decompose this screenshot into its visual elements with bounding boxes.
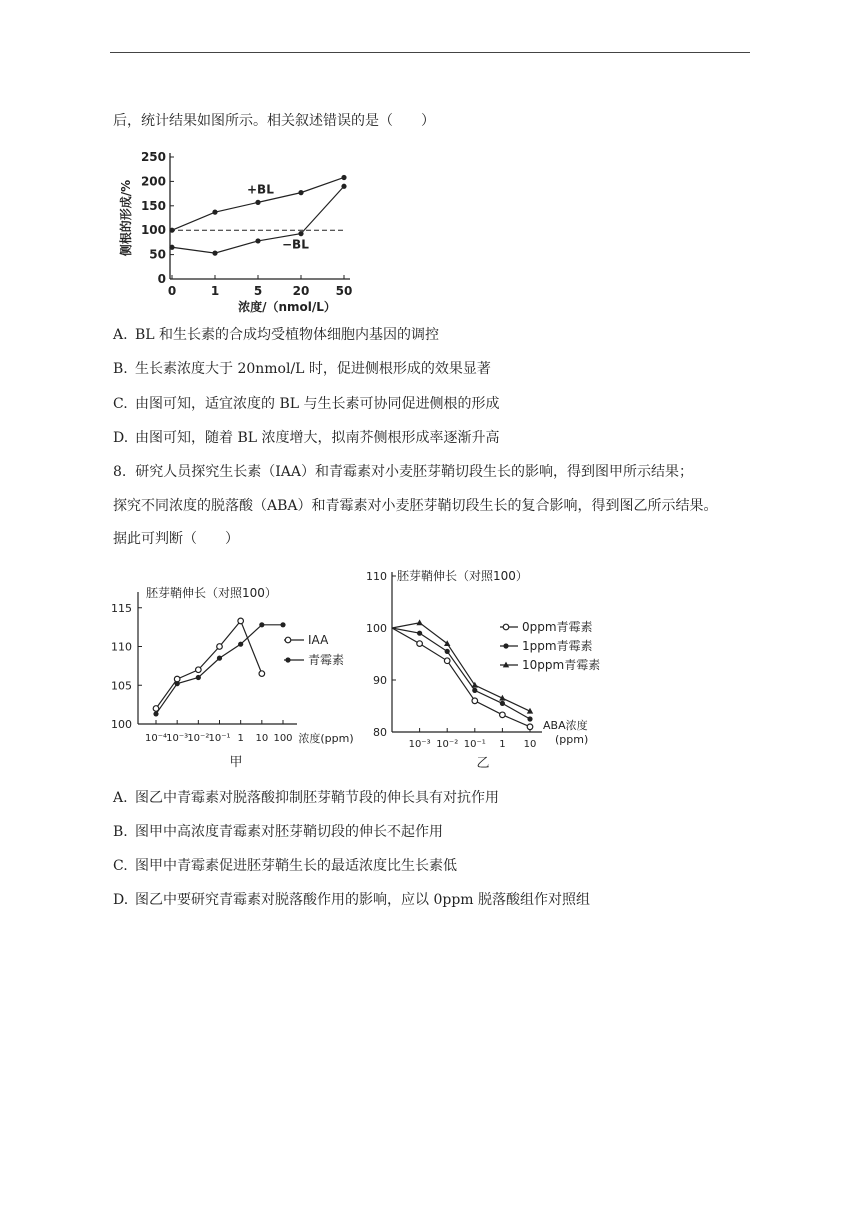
x-tick-label: 1	[499, 739, 506, 750]
q7-stem-tail: 后，统计结果如图所示。相关叙述错误的是（ ）	[113, 113, 435, 129]
option-text: 图甲中高浓度青霉素对胚芽鞘切段的伸长不起作用	[135, 824, 443, 840]
data-point	[417, 631, 422, 636]
series-label: −BL	[282, 237, 309, 252]
question-number: 8.	[113, 464, 127, 480]
data-point	[298, 190, 303, 195]
y-tick-label: 80	[373, 726, 387, 739]
legend-marker	[285, 657, 290, 662]
y-tick-label: 250	[140, 150, 166, 164]
series-line-10ppm	[392, 623, 530, 711]
q7-option-c	[113, 394, 499, 414]
series-line-1ppm	[392, 628, 530, 719]
x-axis-label: 浓度/（nmol/L）	[238, 300, 336, 314]
data-point	[169, 228, 174, 233]
q8-option-a	[113, 788, 499, 808]
data-point	[196, 667, 202, 673]
data-point	[472, 688, 477, 693]
data-point	[174, 676, 180, 682]
q8-stem-line2: 探究不同浓度的脱落酸（ABA）和青霉素对小麦胚芽鞘切段生长的复合影响，得到图乙所示结果。	[113, 498, 718, 514]
legend-label: IAA	[308, 633, 329, 647]
data-point	[472, 698, 478, 704]
data-point	[445, 649, 450, 654]
data-point	[255, 200, 260, 205]
x-axis-unit: (ppm)	[555, 733, 589, 746]
q7-option-a	[113, 325, 439, 345]
legend-label: 1ppm青霉素	[522, 639, 593, 653]
data-point	[217, 644, 223, 650]
data-point	[259, 671, 265, 677]
x-tick-label: 10⁻⁴	[144, 733, 168, 744]
data-point	[280, 622, 285, 627]
option-letter: D.	[113, 430, 129, 446]
y-tick-label: 110	[366, 570, 387, 583]
series-line-iaa	[156, 621, 262, 709]
data-point	[527, 716, 532, 721]
option-letter: A.	[113, 327, 128, 343]
y-tick-label: 200	[140, 174, 166, 189]
y-tick-label: 100	[140, 223, 166, 238]
chart-caption: 甲	[229, 755, 243, 770]
legend-label: 0ppm青霉素	[522, 620, 593, 634]
x-tick-label: 10⁻¹	[463, 739, 486, 750]
option-text: BL 和生长素的合成均受植物体细胞内基因的调控	[135, 327, 440, 343]
option-letter: C.	[113, 858, 128, 874]
q8-stem-line3: 据此可判断（ ）	[113, 531, 239, 547]
iaa-penicillin-chart	[108, 578, 363, 774]
legend-marker	[503, 624, 509, 630]
data-point	[238, 642, 243, 647]
option-text: 由图可知，适宜浓度的 BL 与生长素可协同促进侧根的形成	[135, 396, 500, 412]
option-letter: A.	[113, 790, 128, 806]
data-point	[217, 656, 222, 661]
x-tick-label: 100	[273, 733, 293, 744]
q7-option-d	[113, 428, 499, 448]
option-letter: B.	[113, 824, 128, 840]
bl-chart	[112, 144, 362, 314]
data-point	[444, 640, 450, 646]
data-point	[527, 724, 533, 730]
data-point	[153, 711, 158, 716]
aba-penicillin-chart	[365, 565, 615, 775]
x-tick-label: 10⁻²	[187, 733, 210, 744]
option-text: 图甲中青霉素促进胚芽鞘生长的最适浓度比生长素低	[135, 858, 457, 874]
x-tick-label: 10	[523, 739, 537, 750]
option-text: 图乙中要研究青霉素对脱落酸作用的影响，应以 0ppm 脱落酸组作对照组	[135, 892, 591, 908]
data-point	[341, 175, 346, 180]
y-tick-label: 90	[373, 674, 387, 687]
option-letter: D.	[113, 892, 129, 908]
data-point	[500, 701, 505, 706]
q8-option-c	[113, 856, 457, 876]
data-point	[175, 681, 180, 686]
x-tick-label: 20	[292, 284, 310, 298]
chart-title: 胚芽鞘伸长（对照100）	[146, 586, 277, 600]
data-point	[212, 210, 217, 215]
x-tick-label: 10	[255, 733, 269, 744]
y-tick-label: 100	[366, 622, 387, 635]
data-point	[259, 622, 264, 627]
q7-option-b	[113, 359, 491, 379]
data-point	[444, 658, 450, 664]
legend-marker	[503, 643, 508, 648]
legend-label: 10ppm青霉素	[522, 658, 601, 672]
data-point	[196, 675, 201, 680]
option-letter: C.	[113, 396, 128, 412]
y-axis-label: 侧根的形成/%	[119, 179, 133, 257]
q8-stem-line1	[113, 462, 693, 482]
x-axis-label: ABA浓度	[543, 719, 588, 732]
series-line-0ppm	[392, 628, 530, 727]
header-rule	[110, 52, 750, 53]
series-line-penicillin	[156, 625, 283, 714]
x-tick-label: 5	[253, 284, 263, 298]
y-tick-label: 105	[111, 679, 132, 693]
data-point	[416, 619, 422, 625]
x-tick-label: 50	[335, 284, 353, 298]
x-tick-label: 10⁻¹	[208, 733, 231, 744]
data-point	[212, 251, 217, 256]
data-point	[238, 618, 244, 624]
y-tick-label: 50	[149, 247, 166, 262]
q8-option-d	[113, 890, 590, 910]
option-text: 由图可知，随着 BL 浓度增大，拟南芥侧根形成率逐渐升高	[135, 430, 500, 446]
data-point	[298, 231, 303, 236]
data-point	[341, 184, 346, 189]
legend-marker	[285, 637, 291, 643]
y-tick-label: 0	[157, 272, 166, 286]
chart-title: 胚芽鞘伸长（对照100）	[397, 569, 528, 583]
y-tick-label: 115	[111, 601, 132, 615]
data-point	[500, 712, 506, 718]
y-tick-label: 100	[111, 718, 132, 731]
x-tick-label: 1	[237, 733, 244, 744]
series-label: +BL	[247, 182, 274, 197]
option-text: 图乙中青霉素对脱落酸抑制胚芽鞘节段的伸长具有对抗作用	[135, 790, 499, 806]
legend-label: 青霉素	[308, 653, 345, 667]
option-text: 生长素浓度大于 20nmol/L 时，促进侧根形成的效果显著	[135, 361, 491, 377]
x-tick-label: 1	[210, 284, 220, 298]
x-tick-label: 10⁻³	[166, 733, 189, 744]
stem-text: 研究人员探究生长素（IAA）和青霉素对小麦胚芽鞘切段生长的影响，得到图甲所示结果；	[135, 464, 694, 480]
y-tick-label: 110	[111, 640, 132, 654]
data-point	[255, 238, 260, 243]
q8-option-b	[113, 822, 443, 842]
chart-caption: 乙	[476, 756, 490, 771]
x-tick-label: 0	[167, 284, 177, 298]
y-tick-label: 150	[140, 198, 166, 213]
x-tick-label: 10⁻³	[408, 739, 431, 750]
option-letter: B.	[113, 361, 128, 377]
x-axis-label: 浓度(ppm)	[298, 732, 354, 745]
data-point	[169, 245, 174, 250]
x-tick-label: 10⁻²	[436, 739, 459, 750]
data-point	[417, 641, 423, 647]
